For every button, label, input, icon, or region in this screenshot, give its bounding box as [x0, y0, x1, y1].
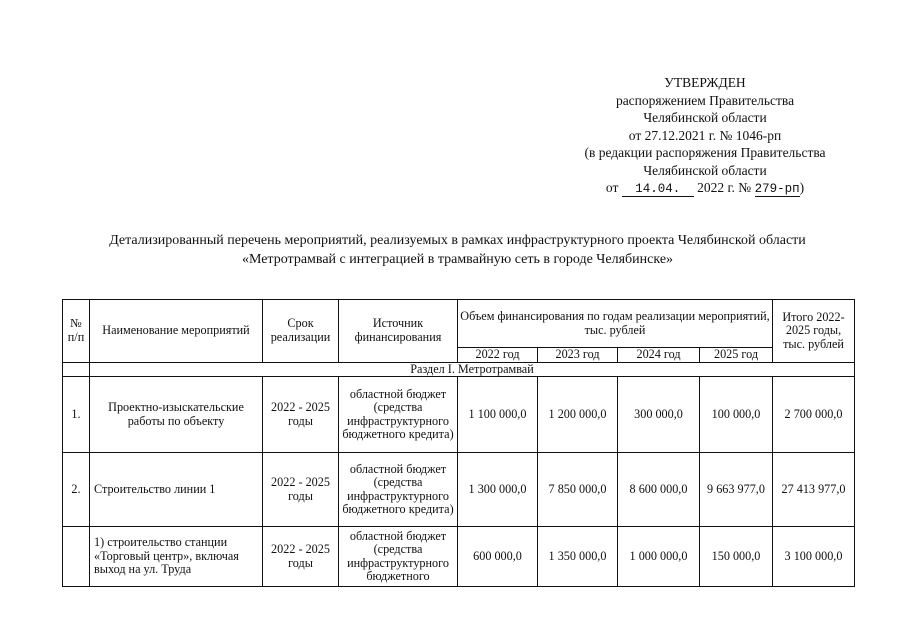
row-2024: 1 000 000,0: [618, 527, 700, 587]
header-volume: Объем финансирования по годам реализации мероприятий, тыс. рублей: [458, 300, 773, 348]
section-num-cell: [63, 362, 90, 377]
header-year-2024: 2024 год: [618, 348, 700, 363]
row-2023: 7 850 000,0: [538, 453, 618, 527]
row-total: 3 100 000,0: [773, 527, 855, 587]
row-source: областной бюджет (средства инфраструктурного бюджетного кредита): [339, 377, 458, 453]
row-2024: 8 600 000,0: [618, 453, 700, 527]
row-2022: 600 000,0: [458, 527, 538, 587]
header-year-2023: 2023 год: [538, 348, 618, 363]
document-title-line-2: «Метротрамвай с интеграцией в трамвайную сеть в городе Челябинске»: [241, 252, 674, 267]
row-2025: 9 663 977,0: [700, 453, 773, 527]
row-name: 1) строительство станции «Торговый центр», включая выход на ул. Труда: [90, 527, 263, 587]
row-2025: 150 000,0: [700, 527, 773, 587]
row-2023: 1 200 000,0: [538, 377, 618, 453]
approval-line: Челябинской области: [643, 110, 767, 125]
document-title-line-1: Детализированный перечень мероприятий, реализуемых в рамках инфраструктурного проекта Челябинской области: [109, 233, 806, 248]
header-source: Источник финансирования: [339, 300, 458, 363]
approval-close: ): [799, 180, 805, 195]
row-term: 2022 - 2025 годы: [263, 453, 339, 527]
section-title: Раздел I. Метротрамвай: [90, 362, 855, 377]
row-total: 27 413 977,0: [773, 453, 855, 527]
row-2025: 100 000,0: [700, 377, 773, 453]
table-row: [63, 453, 855, 527]
row-name: Строительство линии 1: [90, 453, 263, 527]
approval-from: от: [605, 180, 619, 195]
row-term: 2022 - 2025 годы: [263, 527, 339, 587]
row-total: 2 700 000,0: [773, 377, 855, 453]
approval-date: 14.04.: [622, 182, 694, 197]
header-row: [63, 300, 855, 348]
row-term: 2022 - 2025 годы: [263, 377, 339, 453]
header-total: Итого 2022-2025 годы, тыс. рублей: [773, 300, 855, 363]
approval-number: 279-рп: [754, 182, 800, 196]
row-source: областной бюджет (средства инфраструктурного бюджетного кредита): [339, 453, 458, 527]
financing-table: [62, 299, 855, 587]
row-name: Проектно-изыскательские работы по объекту: [90, 377, 263, 453]
header-name: Наименование мероприятий: [90, 300, 263, 363]
approval-line: от 27.12.2021 г. № 1046-рп: [628, 127, 782, 143]
row-2023: 1 350 000,0: [538, 527, 618, 587]
row-2022: 1 300 000,0: [458, 453, 538, 527]
row-source: областной бюджет (средства инфраструктурного бюджетного: [339, 527, 458, 587]
header-term: Срок реализации: [263, 300, 339, 363]
row-num: [63, 527, 90, 587]
row-2024: 300 000,0: [618, 377, 700, 453]
header-num: № п/п: [63, 300, 90, 363]
row-num: 1.: [63, 377, 90, 453]
document-title: [40, 231, 875, 269]
row-2022: 1 100 000,0: [458, 377, 538, 453]
approval-stamp: [540, 74, 870, 197]
header-year-2022: 2022 год: [458, 348, 538, 363]
table-row: [63, 377, 855, 453]
header-year-2025: 2025 год: [700, 348, 773, 363]
approval-line: распоряжением Правительства: [615, 92, 795, 108]
approval-year: 2022 г. №: [697, 180, 752, 195]
approval-line: Челябинской области: [643, 162, 767, 178]
approval-line: (в редакции распоряжения Правительства: [584, 145, 826, 160]
section-row: [63, 362, 855, 377]
approval-date-line: [540, 179, 870, 197]
table-row: [63, 527, 855, 587]
row-num: 2.: [63, 453, 90, 527]
approval-heading: УТВЕРЖДЕН: [664, 75, 746, 90]
